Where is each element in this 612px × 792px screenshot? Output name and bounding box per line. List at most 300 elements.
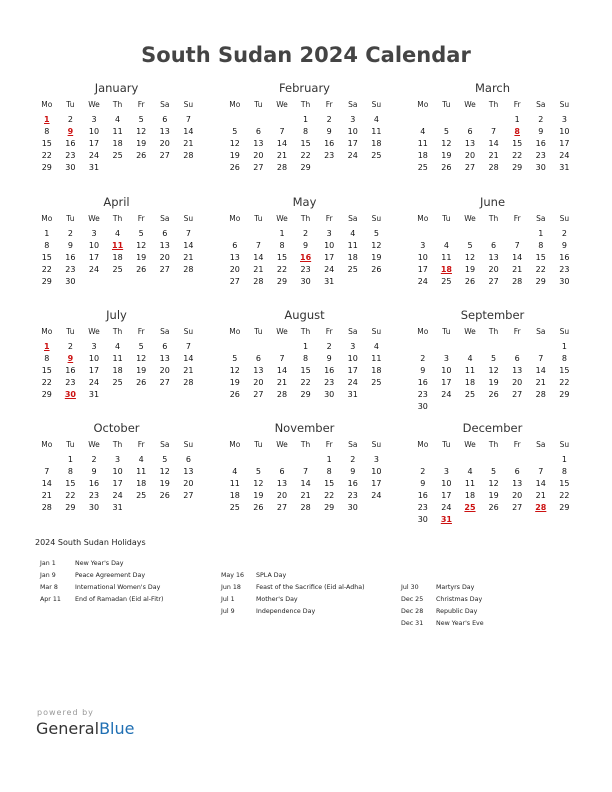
month-name: March — [474, 81, 511, 95]
day-cell: 18 — [347, 253, 358, 262]
day-cell: 24 — [441, 503, 452, 512]
day-cell: 15 — [276, 253, 288, 262]
day-cell: 6 — [279, 467, 285, 476]
day-cell: 18 — [464, 491, 476, 500]
weekday-header: We — [276, 214, 288, 223]
day-cell: 8 — [303, 127, 309, 136]
empty-cell — [270, 341, 294, 353]
empty-cell — [435, 114, 459, 126]
weekday-header: Th — [488, 214, 499, 223]
day-cell: 14 — [183, 354, 194, 363]
empty-cell — [247, 228, 271, 240]
month-name: February — [279, 81, 330, 95]
day-cell: 3 — [326, 229, 332, 238]
weekday-header: Fr — [137, 100, 145, 109]
weekday-header: Su — [371, 100, 382, 109]
day-cell: 4 — [373, 342, 379, 351]
day-cell: 24 — [441, 390, 452, 399]
day-cell: 4 — [443, 241, 449, 250]
day-cell: 24 — [88, 378, 100, 387]
day-cell: 5 — [255, 467, 261, 476]
weekday-header: Su — [559, 327, 570, 336]
empty-cell — [458, 341, 482, 353]
weekday-header: Sa — [536, 100, 546, 109]
day-cell: 27 — [488, 277, 499, 286]
day-cell: 8 — [44, 127, 50, 136]
day-cell: 6 — [255, 354, 261, 363]
day-cell: 24 — [324, 265, 335, 274]
weekday-header: Tu — [254, 440, 263, 449]
holiday-date: Apr 11 — [40, 596, 61, 603]
month-grid — [35, 439, 198, 514]
day-cell: 27 — [512, 503, 523, 512]
empty-cell — [505, 228, 529, 240]
day-cell: 23 — [535, 151, 546, 160]
day-cell: 17 — [371, 479, 382, 488]
day-cell: 29 — [535, 277, 546, 286]
empty-cell — [458, 454, 482, 466]
day-cell: 30 — [347, 503, 358, 512]
day-cell: 25 — [371, 151, 382, 160]
day-cell: 22 — [276, 265, 288, 274]
month-september — [411, 307, 574, 413]
weekday-header: We — [464, 440, 476, 449]
day-cell: 26 — [441, 163, 452, 172]
day-cell: 20 — [253, 151, 264, 160]
day-cell: 7 — [185, 115, 191, 124]
weekday-header: Sa — [160, 214, 170, 223]
day-cell: 30 — [559, 277, 570, 286]
day-cell: 4 — [350, 229, 356, 238]
day-cell: 21 — [253, 265, 264, 274]
day-cell: 30 — [300, 277, 311, 286]
day-cell: 9 — [67, 241, 73, 250]
empty-cell — [411, 228, 435, 240]
day-cell: 7 — [279, 127, 285, 136]
day-cell: 16 — [88, 479, 100, 488]
day-cell: 31 — [559, 163, 570, 172]
empty-cell — [270, 114, 294, 126]
holiday-name: End of Ramadan (Eid al-Fitr) — [75, 596, 164, 603]
day-cell: 8 — [303, 354, 309, 363]
day-cell: 26 — [488, 390, 499, 399]
empty-cell — [247, 454, 271, 466]
holiday-date: Jan 1 — [40, 560, 56, 567]
holiday-column — [221, 570, 365, 618]
day-cell: 17 — [347, 366, 358, 375]
holiday-day-cell: 8 — [514, 127, 520, 136]
day-cell: 12 — [159, 467, 170, 476]
day-cell: 20 — [159, 139, 170, 148]
day-cell: 30 — [417, 402, 428, 411]
day-cell: 8 — [44, 354, 50, 363]
day-cell: 3 — [115, 455, 121, 464]
empty-cell — [505, 341, 529, 353]
empty-cell — [505, 454, 529, 466]
weekday-header: Sa — [348, 327, 358, 336]
day-cell: 20 — [159, 253, 170, 262]
day-cell: 13 — [159, 127, 170, 136]
day-cell: 15 — [559, 366, 570, 375]
day-cell: 21 — [41, 491, 52, 500]
day-cell: 15 — [535, 253, 546, 262]
day-cell: 14 — [276, 139, 288, 148]
month-grid — [35, 326, 198, 401]
day-cell: 10 — [88, 354, 100, 363]
weekday-header: Sa — [160, 440, 170, 449]
empty-cell — [529, 341, 553, 353]
weekday-header: We — [464, 327, 476, 336]
day-cell: 4 — [115, 342, 121, 351]
holiday-date: Mar 8 — [40, 584, 58, 591]
day-cell: 9 — [561, 241, 567, 250]
holiday-name: Feast of the Sacrifice (Eid al-Adha) — [256, 584, 365, 591]
weekday-header: Su — [183, 440, 194, 449]
day-cell: 3 — [373, 455, 379, 464]
day-cell: 23 — [65, 265, 76, 274]
holiday-row — [221, 570, 365, 582]
month-january — [35, 80, 198, 174]
day-cell: 25 — [347, 265, 358, 274]
day-cell: 20 — [512, 491, 523, 500]
month-may — [223, 194, 386, 288]
day-cell: 16 — [417, 378, 428, 387]
day-cell: 1 — [279, 229, 285, 238]
weekday-header: Fr — [513, 440, 521, 449]
weekday-header: Th — [112, 100, 123, 109]
day-cell: 4 — [138, 455, 144, 464]
day-cell: 6 — [185, 455, 191, 464]
day-cell: 2 — [303, 229, 309, 238]
day-cell: 2 — [326, 115, 332, 124]
holiday-row — [401, 606, 484, 618]
day-cell: 31 — [112, 503, 123, 512]
day-cell: 19 — [229, 378, 240, 387]
day-cell: 12 — [136, 241, 147, 250]
empty-cell — [529, 454, 553, 466]
month-april — [35, 194, 198, 288]
day-cell: 10 — [88, 241, 100, 250]
day-cell: 6 — [162, 115, 168, 124]
empty-cell — [435, 341, 459, 353]
day-cell: 12 — [229, 366, 240, 375]
month-grid — [35, 213, 198, 288]
day-cell: 14 — [488, 139, 499, 148]
empty-cell — [247, 341, 271, 353]
day-cell: 11 — [112, 127, 123, 136]
page-title: South Sudan 2024 Calendar — [141, 43, 471, 67]
day-cell: 21 — [488, 151, 499, 160]
day-cell: 23 — [300, 265, 311, 274]
day-cell: 16 — [417, 491, 428, 500]
logo-general-text: General — [36, 719, 100, 738]
holiday-date: Dec 28 — [401, 608, 424, 615]
day-cell: 31 — [88, 390, 100, 399]
day-cell: 20 — [276, 491, 288, 500]
day-cell: 25 — [464, 390, 476, 399]
day-cell: 7 — [185, 229, 191, 238]
day-cell: 22 — [65, 491, 76, 500]
day-cell: 23 — [347, 491, 358, 500]
day-cell: 30 — [65, 163, 76, 172]
day-cell: 17 — [88, 253, 100, 262]
holiday-date: Dec 31 — [401, 620, 424, 627]
day-cell: 13 — [253, 139, 264, 148]
day-cell: 9 — [350, 467, 356, 476]
day-cell: 5 — [443, 127, 449, 136]
day-cell: 20 — [512, 378, 523, 387]
weekday-header: Th — [300, 327, 311, 336]
day-cell: 7 — [538, 467, 544, 476]
day-cell: 1 — [514, 115, 520, 124]
day-cell: 28 — [183, 265, 194, 274]
day-cell: 3 — [420, 241, 426, 250]
day-cell: 29 — [65, 503, 76, 512]
weekday-header: Fr — [513, 327, 521, 336]
holiday-row — [401, 594, 484, 606]
day-cell: 19 — [371, 253, 382, 262]
day-cell: 13 — [512, 366, 523, 375]
day-cell: 11 — [347, 241, 358, 250]
day-cell: 6 — [491, 241, 497, 250]
day-cell: 22 — [41, 151, 52, 160]
day-cell: 29 — [41, 277, 52, 286]
weekday-header: Mo — [41, 327, 53, 336]
day-cell: 28 — [253, 277, 264, 286]
day-cell: 11 — [229, 479, 240, 488]
generalblue-logo[interactable] — [36, 719, 134, 738]
day-cell: 2 — [561, 229, 567, 238]
holiday-date: Jul 9 — [221, 608, 235, 615]
day-cell: 27 — [253, 163, 264, 172]
day-cell: 10 — [371, 467, 382, 476]
day-cell: 16 — [324, 366, 335, 375]
empty-cell — [458, 114, 482, 126]
day-cell: 27 — [159, 378, 170, 387]
day-cell: 18 — [112, 139, 123, 148]
month-march — [411, 80, 574, 174]
day-cell: 15 — [559, 479, 570, 488]
day-cell: 9 — [420, 366, 426, 375]
day-cell: 3 — [350, 115, 356, 124]
day-cell: 8 — [561, 467, 567, 476]
day-cell: 15 — [41, 366, 52, 375]
day-cell: 5 — [491, 467, 497, 476]
weekday-header: Mo — [229, 440, 241, 449]
day-cell: 7 — [185, 342, 191, 351]
weekday-header: Fr — [325, 327, 333, 336]
day-cell: 6 — [232, 241, 238, 250]
day-cell: 19 — [464, 265, 476, 274]
day-cell: 11 — [136, 467, 147, 476]
day-cell: 29 — [559, 503, 570, 512]
empty-cell — [411, 341, 435, 353]
day-cell: 26 — [229, 163, 240, 172]
day-cell: 10 — [441, 479, 452, 488]
day-cell: 25 — [441, 277, 452, 286]
day-cell: 8 — [44, 241, 50, 250]
day-cell: 20 — [159, 366, 170, 375]
month-august — [223, 307, 386, 401]
day-cell: 5 — [162, 455, 168, 464]
logo-blue-text: Blue — [99, 719, 135, 738]
day-cell: 2 — [350, 455, 356, 464]
weekday-header: Th — [488, 100, 499, 109]
day-cell: 12 — [441, 139, 452, 148]
weekday-header: Sa — [160, 327, 170, 336]
day-cell: 28 — [512, 277, 523, 286]
weekday-header: Fr — [513, 214, 521, 223]
day-cell: 13 — [488, 253, 499, 262]
day-cell: 13 — [183, 467, 194, 476]
month-name: December — [462, 421, 523, 435]
day-cell: 24 — [559, 151, 570, 160]
day-cell: 23 — [417, 503, 428, 512]
day-cell: 27 — [183, 491, 194, 500]
day-cell: 16 — [347, 479, 358, 488]
day-cell: 26 — [136, 378, 147, 387]
day-cell: 23 — [559, 265, 570, 274]
empty-cell — [458, 228, 482, 240]
holiday-date: May 16 — [221, 572, 245, 579]
holiday-day-cell: 1 — [44, 115, 50, 124]
day-cell: 12 — [136, 127, 147, 136]
day-cell: 3 — [443, 467, 449, 476]
month-grid — [223, 99, 386, 174]
holiday-row — [40, 594, 163, 606]
day-cell: 2 — [538, 115, 544, 124]
day-cell: 7 — [538, 354, 544, 363]
day-cell: 21 — [183, 253, 194, 262]
day-cell: 14 — [253, 253, 264, 262]
day-cell: 10 — [88, 127, 100, 136]
weekday-header: We — [464, 100, 476, 109]
day-cell: 17 — [347, 139, 358, 148]
weekday-header: We — [88, 214, 100, 223]
day-cell: 28 — [276, 163, 288, 172]
weekday-header: Th — [112, 327, 123, 336]
weekday-header: Mo — [41, 440, 53, 449]
day-cell: 20 — [488, 265, 499, 274]
day-cell: 3 — [91, 115, 97, 124]
holiday-date: Dec 25 — [401, 596, 424, 603]
weekday-header: Tu — [254, 100, 263, 109]
day-cell: 2 — [326, 342, 332, 351]
weekday-header: Mo — [229, 214, 241, 223]
holiday-row — [401, 582, 484, 594]
weekday-header: Mo — [229, 327, 241, 336]
day-cell: 4 — [467, 354, 473, 363]
holiday-date: Jul 30 — [401, 584, 419, 591]
empty-cell — [223, 228, 247, 240]
day-cell: 27 — [276, 503, 288, 512]
weekday-header: Tu — [254, 214, 263, 223]
day-cell: 21 — [300, 491, 311, 500]
day-cell: 2 — [91, 455, 97, 464]
day-cell: 12 — [229, 139, 240, 148]
day-cell: 29 — [276, 277, 288, 286]
day-cell: 1 — [44, 229, 50, 238]
day-cell: 14 — [300, 479, 311, 488]
day-cell: 15 — [324, 479, 335, 488]
day-cell: 4 — [115, 115, 121, 124]
holiday-name: Martyrs Day — [436, 584, 475, 591]
holiday-row — [40, 582, 163, 594]
month-name: July — [106, 308, 127, 322]
empty-cell — [294, 454, 318, 466]
holiday-row — [40, 558, 163, 570]
weekday-header: Mo — [417, 100, 429, 109]
day-cell: 2 — [420, 354, 426, 363]
day-cell: 25 — [371, 378, 382, 387]
holiday-name: Mother's Day — [256, 596, 298, 603]
day-cell: 25 — [136, 491, 147, 500]
day-cell: 24 — [88, 265, 100, 274]
day-cell: 22 — [300, 378, 311, 387]
weekday-header: Fr — [325, 214, 333, 223]
day-cell: 8 — [538, 241, 544, 250]
holiday-name: Independence Day — [256, 608, 316, 615]
day-cell: 11 — [417, 139, 428, 148]
day-cell: 22 — [512, 151, 523, 160]
day-cell: 23 — [65, 151, 76, 160]
day-cell: 19 — [488, 378, 499, 387]
day-cell: 1 — [561, 455, 567, 464]
holiday-day-cell: 25 — [464, 503, 476, 512]
day-cell: 23 — [324, 151, 335, 160]
day-cell: 19 — [136, 253, 147, 262]
day-cell: 3 — [561, 115, 567, 124]
holiday-day-cell: 11 — [112, 241, 124, 250]
empty-cell — [411, 454, 435, 466]
day-cell: 5 — [491, 354, 497, 363]
day-cell: 26 — [253, 503, 264, 512]
day-cell: 28 — [300, 503, 311, 512]
day-cell: 29 — [512, 163, 523, 172]
day-cell: 5 — [138, 229, 144, 238]
day-cell: 4 — [373, 115, 379, 124]
weekday-header: We — [88, 100, 100, 109]
day-cell: 30 — [535, 163, 546, 172]
day-cell: 14 — [183, 127, 194, 136]
month-name: November — [274, 421, 335, 435]
day-cell: 24 — [371, 491, 382, 500]
holiday-name: Peace Agreement Day — [75, 572, 146, 579]
weekday-header: Su — [371, 440, 382, 449]
day-cell: 29 — [41, 390, 52, 399]
holiday-name: International Women's Day — [75, 584, 161, 591]
month-grid — [223, 213, 386, 288]
day-cell: 18 — [464, 378, 476, 387]
weekday-header: We — [276, 440, 288, 449]
day-cell: 11 — [371, 354, 382, 363]
day-cell: 6 — [162, 342, 168, 351]
month-february — [223, 80, 386, 174]
day-cell: 7 — [491, 127, 497, 136]
day-cell: 10 — [324, 241, 335, 250]
day-cell: 17 — [441, 491, 452, 500]
day-cell: 5 — [467, 241, 473, 250]
day-cell: 15 — [300, 366, 311, 375]
holiday-row — [221, 594, 365, 606]
day-cell: 11 — [112, 354, 123, 363]
day-cell: 14 — [183, 241, 194, 250]
weekday-header: We — [88, 327, 100, 336]
day-cell: 9 — [326, 354, 332, 363]
weekday-header: Su — [559, 100, 570, 109]
day-cell: 27 — [512, 390, 523, 399]
day-cell: 21 — [276, 151, 288, 160]
